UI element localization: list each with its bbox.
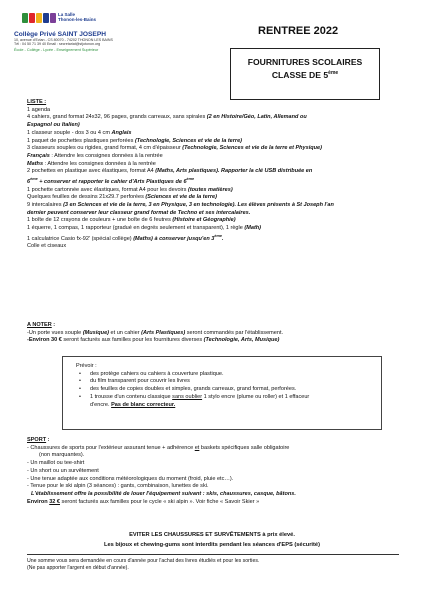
list-item: 1 classeur souple - dos 3 ou 4 cm Anglais: [27, 129, 132, 136]
logo-bar-purple: [50, 13, 56, 23]
note-line: -Un porte vues souple (Musique) et un cahier (Arts Plastiques) seront commandés par l'établissement.: [27, 329, 284, 336]
warning-jewelry: Les bijoux et chewing-gums sont interdits pendant les séances d'EPS (sécurité): [104, 542, 320, 548]
class-title-main: CLASSE DE 5: [271, 70, 329, 80]
class-title: [231, 70, 379, 80]
school-levels: École - Collège - Lycée - Enseignement Supérieur: [14, 47, 99, 52]
prevoir-item: • des feuilles de copies doubles et simples, grands carreaux, grand format, perforées.: [79, 386, 297, 393]
list-item: 9 intercalaires (3 en Sciences et vie de la terre, 3 en Physique, 3 en technologie). Les élèves présents à St Joseph l'an: [27, 201, 334, 208]
sport-line: - Un maillot ou tee-shirt: [27, 460, 85, 467]
list-item: Maths : Attendre les consignes données à la rentrée: [27, 160, 156, 167]
list-item: Français : Attendre les consignes données à la rentrée: [27, 152, 163, 159]
logo-brand-line: Thonon-les-Bains: [58, 17, 96, 22]
bullet-icon: •: [79, 378, 81, 385]
a-noter-heading: A NOTER :: [27, 322, 56, 328]
school-address: 10, avenue d'Evian - CS 80070 - 74202 THONON LES BAINS: [14, 38, 113, 42]
prevoir-content: [76, 363, 309, 409]
footer-note: Une somme vous sera demandée en cours d'année pour l'achat des livres étudiés et pour les sorties.: [27, 558, 260, 564]
liste-heading: LISTE :: [27, 99, 47, 105]
sport-line: - Tenue pour le ski alpin (3 séances) : gants, combinaison, lunettes de ski.: [27, 483, 209, 490]
list-item: 3 classeurs souples ou rigides, grand format, 4 cm d'épaisseur (Technologie, Sciences et vie de la terre et Physique): [27, 145, 322, 152]
prevoir-title: Prévoir :: [76, 363, 97, 369]
sport-section: [27, 437, 296, 506]
list-item: 4 cahiers, grand format 24x32, 96 pages, grands carreaux, sans spirales (2 en Histoire/Géo, Latin, Allemand ou: [27, 114, 307, 121]
list-item: dernier peuvent conserver leur classeur grand format de Techno et ses intercalaires.: [27, 209, 251, 216]
list-item: 1 paquet de pochettes plastiques perforées (Technologie, Sciences et vie de la terre): [27, 137, 243, 144]
bullet-icon: •: [79, 386, 81, 393]
list-item: 2 pochettes en plastique avec élastiques, format A4 (Maths, Arts plastiques). Rapporter la clé USB distribuée en: [27, 168, 313, 175]
logo-brand-line: La Salle: [58, 12, 76, 17]
list-item: Colle et ciseaux: [27, 243, 67, 250]
list-item: 1 boîte de 12 crayons de couleurs + une boîte de 6 feutres (Histoire et Géographie): [27, 217, 236, 224]
title-frame: [230, 48, 380, 100]
prevoir-item: • 1 trousse d'un contenu classique sans oublier 1 stylo encre (plume ou roller) et 1 effaceur: [79, 393, 310, 400]
footer-separator: [27, 554, 399, 555]
logo-bar-red: [29, 13, 35, 23]
list-item: Espagnol ou Italien): [27, 122, 80, 129]
bullet-icon: •: [79, 370, 81, 377]
prevoir-item: • du film transparent pour couvrir les livres: [79, 378, 190, 385]
list-item: 6ème + conserver et rapporter le cahier d'Arts Plastiques de 6ème: [27, 177, 195, 185]
class-title-sup: ème: [328, 70, 339, 77]
logo-bar-yellow: [36, 13, 42, 23]
logo-bar-blue: [43, 13, 49, 23]
footer-notes: [27, 558, 259, 572]
la-salle-logo-icon: [22, 10, 96, 28]
bullet-icon: •: [79, 393, 81, 400]
school-name: Collège Privé SAINT JOSEPH: [14, 31, 106, 38]
liste-section: [27, 99, 334, 251]
rentree-title: RENTREE 2022: [258, 25, 339, 37]
fournitures-title: FOURNITURES SCOLAIRES: [247, 57, 363, 67]
a-noter-section: [27, 322, 283, 345]
prevoir-item: • des protège cahiers ou cahiers à couverture plastique.: [79, 370, 224, 377]
sport-line: L'établissement offre la possibilité de louer l'équipement suivant : skis, chaussures, casque, bâtons.: [31, 490, 296, 497]
sport-line: (non marquantes).: [39, 452, 85, 459]
sport-line: - Chaussures de sports pour l'extérieur assurant tenue + adhérence et baskets spécifiques salle obligatoire: [27, 444, 290, 451]
sport-line: Environ 32 € seront facturés aux familles pour le cycle « ski alpin ». Voir fiche « Savoir Skier »: [27, 498, 260, 505]
list-item: 1 équerre, 1 compas, 1 rapporteur (gradué en degrés seulement et transparent), 1 règle (Math): [27, 225, 262, 232]
prevoir-box: [62, 356, 382, 430]
sport-heading: SPORT :: [27, 437, 50, 443]
warning-shoes: EVITER LES CHAUSSURES ET SURVÊTEMENTS à prix élevé.: [129, 532, 295, 538]
sport-line: - Un short ou un survêtement: [27, 467, 99, 474]
prevoir-item-cont: d'encre. Pas de blanc correcteur.: [90, 401, 176, 408]
school-logo: [14, 10, 124, 52]
list-item: 1 pochette cartonnée avec élastiques, format A4 pour les devoirs (toutes matières): [27, 186, 233, 193]
list-item: Quelques feuilles de dessins 21x29.7 perforées (Sciences et vie de la terre): [27, 194, 217, 201]
logo-bar-green: [22, 13, 28, 23]
note-line: -Environ 30 € seront facturés aux familles pour les fournitures diverses (Technologie, Arts, Musique): [27, 337, 280, 344]
list-item: 1 agenda: [27, 106, 51, 113]
sport-line: - Une tenue adaptée aux conditions météorologiques du moment (froid, pluie etc…).: [27, 475, 234, 482]
footer-note: (Ne pas apporter l'argent en début d'année).: [27, 565, 129, 571]
logo-brand: [58, 12, 96, 22]
school-contact: Tél : 04 50 71 39 40 Email : secretariat@stjotonon.org: [14, 42, 101, 47]
list-item: 1 calculatrice Casio fx-92' (spécial collège) (Maths) à conserver jusqu'en 3ème.: [27, 233, 224, 242]
